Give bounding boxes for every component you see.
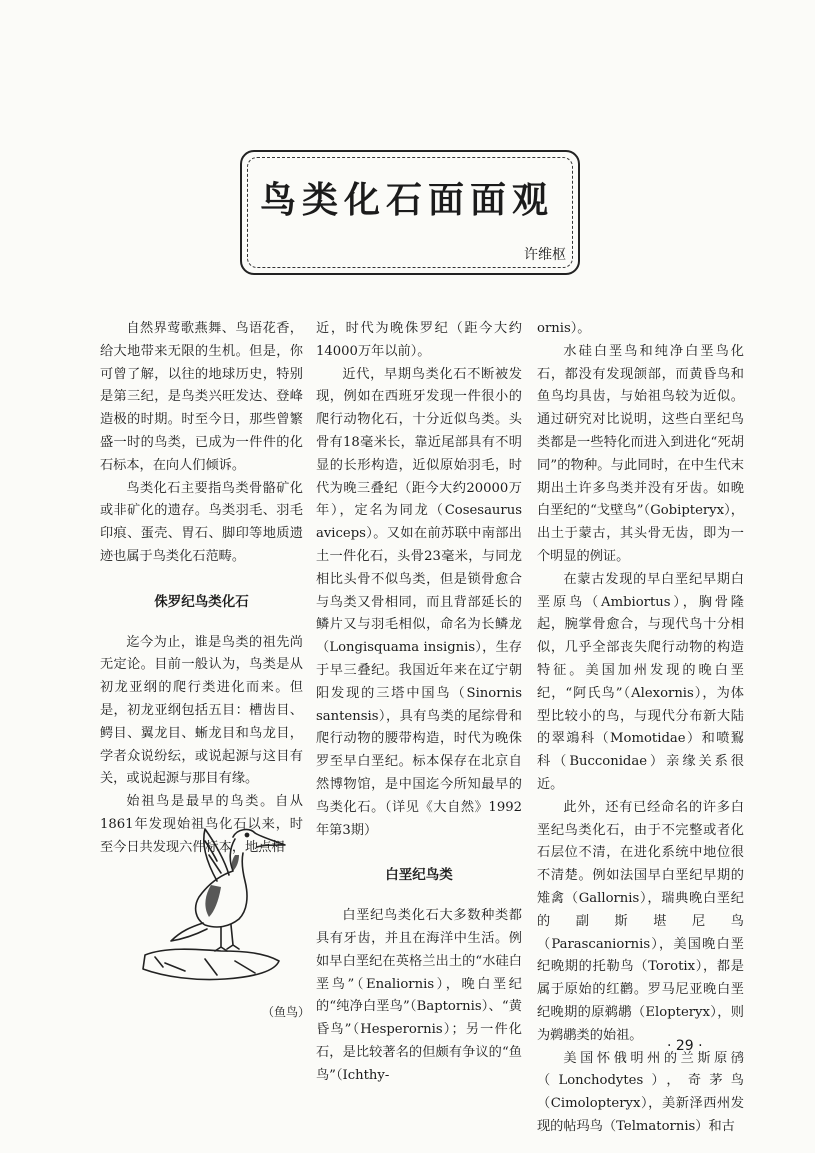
author-name: 许维枢 (520, 244, 570, 264)
title-frame (240, 150, 580, 275)
paragraph: 鸟类化石主要指鸟类骨骼矿化或非矿化的遗存。鸟类羽毛、羽毛印痕、蛋壳、胃石、脚印等地质遗迹也属于鸟类化石范畴。 (100, 480, 303, 564)
ichthyornis-illustration (125, 815, 300, 985)
paragraph: 近，时代为晚侏罗纪（距今大约14000万年以前）。 (316, 321, 522, 359)
section-heading: 侏罗纪鸟类化石 (154, 593, 249, 610)
paragraph: 自然界莺歌燕舞、鸟语花香，给大地带来无限的生机。但是，你可曾了解，以往的地球历史，特别是第三纪，是鸟类兴旺发达、登峰造极的时期。时至今日，那些曾繁盛一时的鸟类，已成为一件件的化石标本，在向人们倾诉。 (100, 321, 303, 473)
page-number: · 29 · (667, 1038, 703, 1054)
paragraph: 在蒙古发现的早白垩纪早期白垩原鸟（Ambiortus），胸骨隆起，腕掌骨愈合，与现代鸟十分相似，几乎全部丧失爬行动物的构造特征。美国加州发现的晚白垩纪，“阿氏鸟”（Alexornis），为体型比较小的鸟，与现代分布新大陆的翠鴗科（Momotidae）和喷鴷科（Bucconidae）亲缘关系很近。 (537, 571, 744, 792)
paragraph: 美国怀俄明州的兰斯原鸻（Lonchodytes），奇茅鸟（Cimolopteryx），美新泽西州发现的帖玛鸟（Telmatornis）和古 (537, 1050, 744, 1134)
paragraph: 此外，还有已经命名的许多白垩纪鸟类化石，由于不完整或者化石层位不清，在进化系统中地位很不清楚。例如法国早白垩纪早期的雉禽（Gallornis），瑞典晚白垩纪的副斯堪尼鸟（Parascaniornis），美国晚白垩纪晚期的托勒鸟（Torotix），都是属于原始的红鹳。罗马尼亚晚白垩纪晚期的原鹈鹕（Elopteryx），则为鹈鹕类的始祖。 (537, 799, 744, 1043)
figure-caption: （鱼鸟） (262, 1005, 311, 1019)
paragraph: 迄今为止，谁是鸟类的祖先尚无定论。目前一般认为，鸟类是从初龙亚纲的爬行类进化而来。但是，初龙亚纲包括五目：槽齿目、鳄目、翼龙目、蜥龙目和鸟龙目，学者众说纷纭，或说起源与这目有关，或说起源与那目有缘。 (100, 634, 303, 787)
paragraph: ornis）。 (537, 321, 591, 336)
column-2 (316, 318, 522, 1088)
paragraph: 始祖鸟是最早的鸟类。自从1861年发现始祖鸟化石以来，时至今日共发现六件标本，地点相 (100, 794, 303, 855)
paragraph: 白垩纪鸟类化石大多数种类都具有牙齿，并且在海洋中生活。例如早白垩纪在英格兰出土的“水硅白垩鸟”（Enaliornis），晚白垩纪的“纯净白垩鸟”（Baptornis）、“黄昏鸟”（Hesperornis）；另一件化石，是比较著名的但颇有争议的“鱼鸟”（Ichthy- (316, 908, 522, 1083)
column-3 (537, 318, 744, 1139)
article-title: 鸟类化石面面观 (260, 180, 555, 221)
section-heading: 白垩纪鸟类 (385, 867, 453, 884)
column-1 (100, 318, 303, 860)
paragraph: 水硅白垩鸟和纯净白垩鸟化石，都没有发现颌部，而黄昏鸟和鱼鸟均具齿，与始祖鸟较为近似。通过研究对比说明，这些白垩纪鸟类都是一些特化而进入到进化“死胡同”的物种。与此同时，在中生代末期出土许多鸟类并没有牙齿。如晚白垩纪的“戈壁鸟”（Gobipteryx），出土于蒙古，其头骨无齿，即为一个明显的例证。 (537, 343, 744, 564)
paragraph: 近代，早期鸟类化石不断被发现，例如在西班牙发现一件很小的爬行动物化石，十分近似鸟类。头骨有18毫米长，靠近尾部具有不明显的长形构造，近似原始羽毛，时代为晚三叠纪（距今大约20000万年），定名为同龙（Cosesaurus aviceps）。又如在前苏联中南部出土一件化石，头骨23毫米，与同龙相比头骨不似鸟类，但是锁骨愈合与鸟类又骨相同，而且背部延长的鳞片又与羽毛相似，命名为长鳞龙（Longisquama insignis），生存于早三叠纪。我国近年来在辽宁朝阳发现的三塔中国鸟（Sinornis santensis），具有鸟类的尾综骨和爬行动物的腰带构造，时代为晚侏罗至早白垩纪。标本保存在北京自然博物馆，是中国迄今所知最早的鸟类化石。（详见《大自然》1992年第3期） (316, 366, 522, 838)
